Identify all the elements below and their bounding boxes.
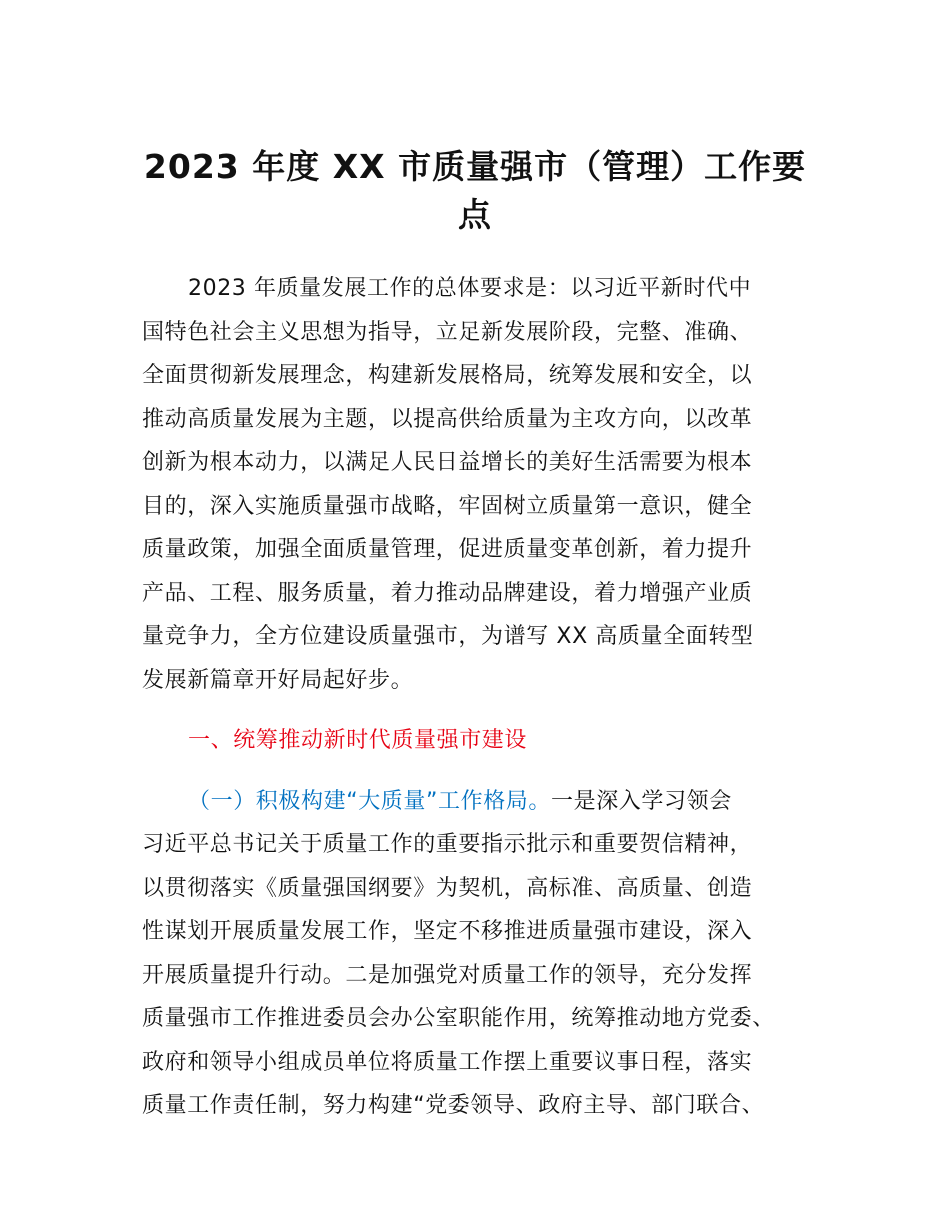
intro-line: 量竞争力，全方位建设质量强市，为谱写 XX 高质量全面转型 — [142, 624, 754, 649]
subsection-line: 质量工作责任制，努力构建“党委领导、政府主导、部门联合、 — [142, 1093, 765, 1118]
section-heading: 一、统筹推动新时代质量强市建设 — [188, 728, 528, 753]
intro-line: 全面贯彻新发展理念，构建新发展格局，统筹发展和安全，以 — [142, 363, 753, 388]
intro-line: 创新为根本动力，以满足人民日益增长的美好生活需要为根本 — [142, 450, 753, 475]
intro-line: 目的，深入实施质量强市战略，牢固树立质量第一意识，健全 — [142, 494, 753, 519]
intro-line: 国特色社会主义思想为指导，立足新发展阶段，完整、准确、 — [142, 320, 753, 345]
subsection-first-line — [188, 787, 732, 817]
title-line-2: 点 — [458, 195, 492, 234]
intro-line: 推动高质量发展为主题，以提高供给质量为主攻方向，以改革 — [142, 407, 753, 432]
document-title — [120, 143, 830, 239]
subsection-line: 习近平总书记关于质量工作的重要指示批示和重要贺信精神， — [142, 832, 753, 857]
subsection-line: 政府和领导小组成员单位将质量工作摆上重要议事日程，落实 — [142, 1050, 753, 1075]
subsection-line-rest: 一是深入学习领会 — [551, 789, 732, 814]
subsection-line: 质量强市工作推进委员会办公室职能作用，统筹推动地方党委、 — [142, 1006, 775, 1031]
intro-line: 质量政策，加强全面质量管理，促进质量变革创新，着力提升 — [142, 537, 753, 562]
title-line-1: 2023 年度 XX 市质量强市（管理）工作要 — [143, 147, 807, 186]
intro-line: 2023 年质量发展工作的总体要求是：以习近平新时代中 — [188, 276, 752, 301]
subsection-line: 以贯彻落实《质量强国纲要》为契机，高标准、高质量、创造 — [142, 876, 753, 901]
intro-line: 产品、工程、服务质量，着力推动品牌建设，着力增强产业质 — [142, 581, 753, 606]
subsection-heading: （一）积极构建“大质量”工作格局。 — [188, 789, 551, 814]
subsection-line: 性谋划开展质量发展工作，坚定不移推进质量强市建设，深入 — [142, 919, 753, 944]
subsection-line: 开展质量提升行动。二是加强党对质量工作的领导，充分发挥 — [142, 963, 753, 988]
intro-line: 发展新篇章开好局起好步。 — [142, 668, 414, 693]
